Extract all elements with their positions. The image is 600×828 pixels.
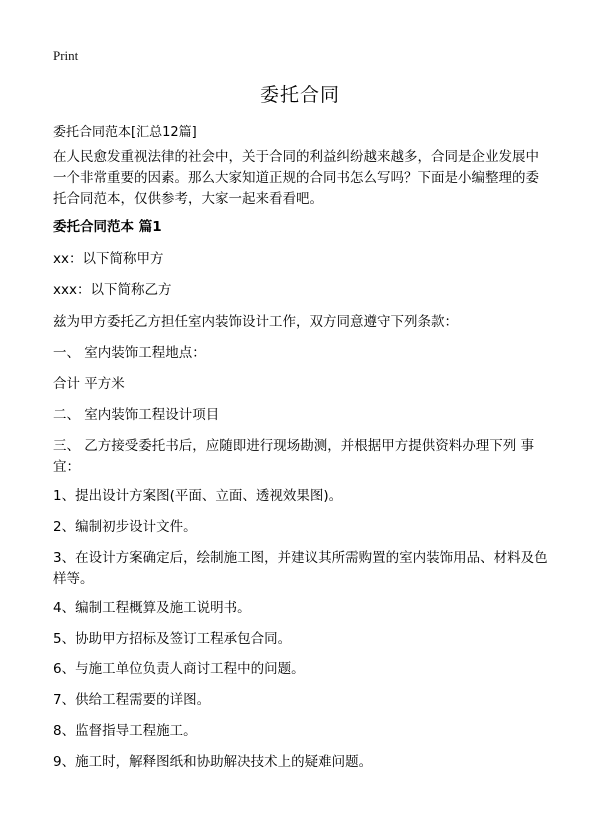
- paragraph-clause-3: 三、 乙方接受委托书后，应随即进行现场勘测，并根据甲方提供资料办理下列 事宜：: [53, 438, 535, 475]
- list-item: 3、在设计方案确定后，绘制施工图，并建议其所需购置的室内装饰用品、材料及色样等。: [53, 550, 548, 587]
- print-link[interactable]: Print: [53, 48, 79, 63]
- list-item: 8、监督指导工程施工。: [53, 723, 197, 739]
- list-item: 5、协助甲方招标及签订工程承包合同。: [53, 631, 292, 647]
- list-item: 7、供给工程需要的详图。: [53, 692, 211, 708]
- section-heading: 委托合同范本 篇1: [53, 219, 162, 235]
- document-title: 委托合同: [259, 84, 340, 106]
- list-item: 2、编制初步设计文件。: [53, 519, 197, 535]
- document-subtitle: 委托合同范本[汇总12篇]: [53, 125, 197, 140]
- list-item: 9、施工时，解释图纸和协助解决技术上的疑难问题。: [53, 754, 373, 770]
- paragraph-clause-1: 一、 室内装饰工程地点：: [53, 345, 206, 361]
- intro-paragraph: 在人民愈发重视法律的社会中，关于合同的利益纠纷越来越多，合同是企业发展中一个非常重要的因素。那么大家知道正规的合同书怎么写吗？下面是小编整理的委托合同范本，仅供参考，大家一起来看看吧。: [53, 149, 539, 207]
- paragraph-clause-2: 二、 室内装饰工程设计项目: [53, 407, 220, 423]
- list-item: 4、编制工程概算及施工说明书。: [53, 600, 251, 616]
- paragraph-party-a: xx：以下简称甲方: [53, 251, 164, 267]
- list-item: 1、提出设计方案图(平面、立面、透视效果图)。: [53, 488, 343, 504]
- paragraph-party-b: xxx：以下简称乙方: [53, 282, 172, 298]
- paragraph-agreement: 兹为甲方委托乙方担任室内装饰设计工作，双方同意遵守下列条款：: [53, 314, 458, 330]
- paragraph-area: 合计 平方米: [53, 376, 125, 392]
- list-item: 6、与施工单位负责人商讨工程中的问题。: [53, 661, 305, 677]
